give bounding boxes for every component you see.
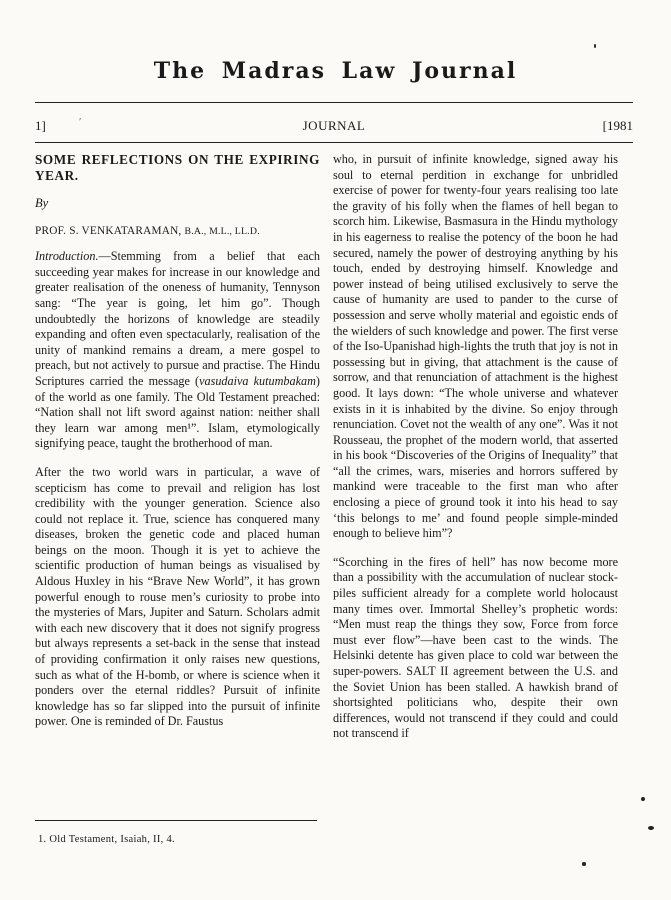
intro-text-2: ) of the world as one family. The Old Testament preached: “Nation shall not lift sword against nation: neither shall they learn war among men¹”. Islam, etymologically signifying peace, taught the brotherhood of man. bbox=[35, 373, 320, 451]
author-prefix: PROF. bbox=[35, 224, 67, 237]
article-title: SOME REFLECTIONS ON THE EXPIRING YEAR. bbox=[35, 152, 320, 183]
author-line bbox=[35, 224, 320, 240]
right-column bbox=[333, 152, 618, 742]
top-rule bbox=[35, 102, 633, 103]
intro-paragraph bbox=[35, 249, 320, 452]
ink-speck bbox=[582, 862, 586, 866]
footnote-rule bbox=[35, 820, 317, 821]
author-degrees: B.A., M.L., LL.D. bbox=[184, 225, 260, 237]
year: [1981 bbox=[602, 118, 633, 133]
sanskrit-phrase: vasudaiva kutumbakam bbox=[199, 373, 316, 388]
paragraph-3: who, in pursuit of infinite knowledge, signed away his soul to eternal perdition in exchange for unbridled exercise of power for twenty-four years realising too late the gravity of his folly when the flames of hell began to scorch him. Likewise, Basmasura in the Hindu mythology in his eagerness to realise the potency of the boon he had secured, namely the power of destroying anything by his touch, ended by destroying himself. Knowledge and power instead of being utilised exclusively to serve the cause of humanity are used to pander to the curse of possession and serve wholly material and egoistic ends of the wielders of such knowledge and power. The first verse of the Iso-Upanishad high-lights the truth that joy is not in possessing but in giving, that attachment is the cause of sorrow, and that renunciation of attachment is the highest good. It lays down: “The whole universe and whatever exists in it is inhabited by the divine. So enjoy through renunciation. Covet not the wealth of any one”. Was it not Rousseau, the prophet of the modern world, that asserted in his book “Discoveries of the Origins of Inequality” that “all the crimes, wars, miseries and horrors suffered by mankind were traceable to the first man who after enclosing a piece of ground took it into his head to say ‘this belongs to me’ and found people simple-minded enough to believe him”? bbox=[333, 152, 618, 541]
left-column bbox=[35, 152, 320, 730]
header-rule bbox=[35, 142, 633, 143]
journal-title: The Madras Law Journal bbox=[153, 58, 518, 84]
ink-speck bbox=[594, 44, 596, 48]
intro-label: Introduction. bbox=[35, 249, 99, 264]
ink-speck bbox=[641, 797, 645, 801]
intro-text-1: —Stemming from a belief that each succeeding year makes for increase in our knowledge and greater realisation of the oneness of humanity, Tennyson sang: “The year is going, let him go”. Though undoubtedly the horizons of knowledge are steadily expanding and often even spectacularly, realisation of the unity of mankind remains a dream, a mere gospel to preach, but not actively to pursue and practise. The Hindu Scriptures carried the message ( bbox=[35, 249, 320, 388]
margin-mark: ′ bbox=[79, 116, 82, 128]
section-title: JOURNAL bbox=[302, 118, 366, 133]
volume-number: 1] bbox=[35, 118, 46, 133]
paragraph-2: After the two world wars in particular, a wave of scepticism has come to prevail and religion has lost credibility with the younger generation. Science also could not replace it. True, science has conquered many diseases, broken the genetic code and placed human beings on the moon. Though it is yet to achieve the scientific production of human beings as visualised by Aldous Huxley in his “Brave New World”, it has grown powerful enough to rouse men’s curiosity to probe into the mysteries of Mars, Jupiter and Saturn. Scholars admit with each new discovery that it does not signify progress but always represents a set-back in the sense that instead of providing confirmation it only raises new questions, such as what of the H-bomb, or where is science when it ponders over the eternal riddles? Pursuit of infinite knowledge has so far slipped into the pursuit of infinite power. One is reminded of Dr. Faustus bbox=[35, 464, 320, 729]
paragraph-4: “Scorching in the fires of hell” has now become more than a possibility with the accumulation of nuclear stock-piles sufficient already for a complete world holocaust many times over. Immortal Shelley’s prophetic words: “Men must reap the things they sow, Force from force must ever flow”—have been cast to the winds. The Helsinki detente has given place to cold war between the super-powers. SALT II agreement between the U.S. and the Soviet Union has been stalled. A hawkish brand of shortsighted politicians who, despite their own differences, would not transcend if they could and could not transcend if bbox=[333, 554, 618, 741]
running-header bbox=[35, 118, 633, 134]
ink-speck bbox=[648, 826, 654, 830]
byline: By bbox=[35, 196, 49, 210]
author-name: S. VENKATARAMAN, bbox=[69, 224, 182, 237]
footnote: 1. Old Testament, Isaiah, II, 4. bbox=[38, 834, 175, 845]
